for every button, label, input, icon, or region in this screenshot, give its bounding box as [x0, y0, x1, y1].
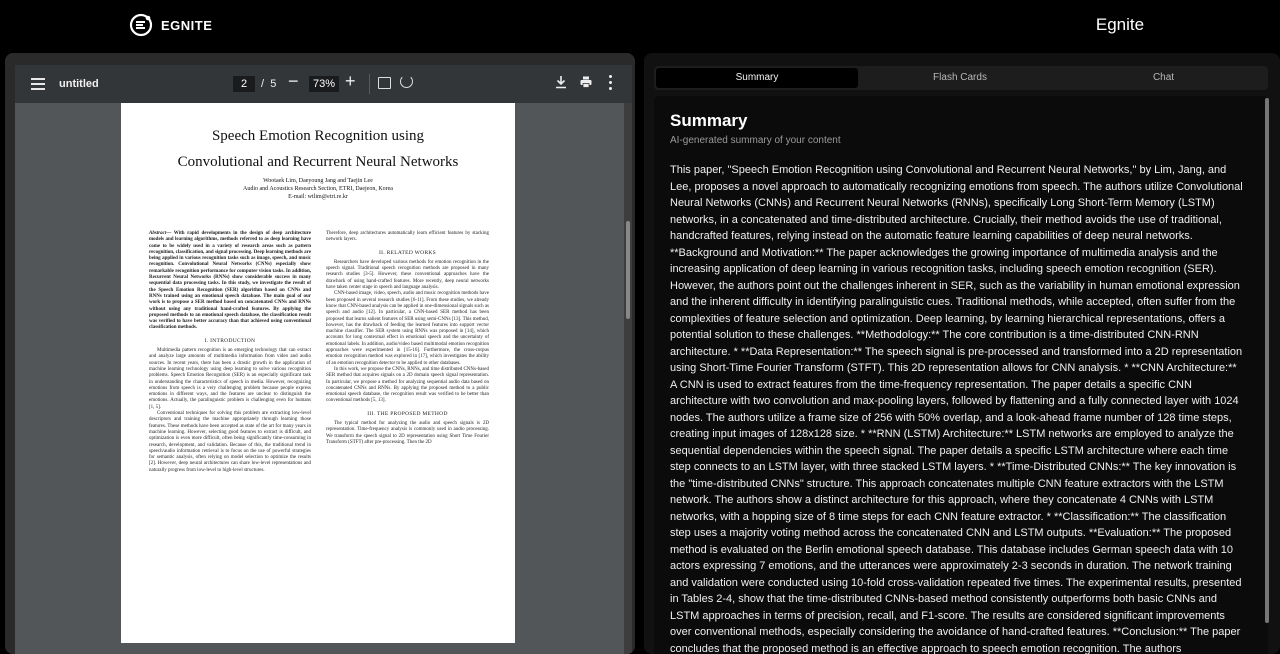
ai-panel — [644, 53, 1280, 654]
paragraph: In this work, we propose the CNNs, RNNs, and time distributed CNNs-based SER method that acquires signals on a 2D domain speech signal representation. In particular, we propose a method for analyzing sequential audio data based on concatenated CNNs and RNNs. By applying the proposed method to a public emotional speech database, the recognition result was verified to be better than conventional methods [5, 13]. — [326, 366, 489, 404]
pdf-page — [121, 103, 515, 643]
download-icon[interactable] — [555, 75, 567, 89]
hamburger-menu-icon[interactable] — [31, 76, 45, 92]
top-bar — [0, 0, 1280, 50]
fit-page-icon[interactable] — [378, 77, 391, 89]
egnite-logo-icon — [129, 13, 153, 37]
paper-column-right — [326, 231, 489, 446]
author-email: E-mail: wtlim@etri.re.kr — [288, 194, 348, 200]
paragraph: Conventional techniques for solving this problem are extracting low-level descriptors and training the machine appropriately through learning those features. These methods have been accepted as state of the art for many years in machine learning. However, selecting good features to extract is difficult, and optimization is even more difficult, often being significantly time-consuming in research, development, and validation. Because of this, the traditional trend in speech/audio information retrieval is to focus on the use of powerful strategies for semantic analysis, often relying on model selection to optimize the results [2]. However, deep neural architectures can share low-level representations and naturally progress from low-level to high-level structures. — [149, 411, 311, 473]
section-heading: I. INTRODUCTION — [204, 337, 256, 344]
page-number-input[interactable]: 2 — [233, 76, 255, 92]
page-separator: / — [261, 78, 265, 90]
zoom-in-button[interactable]: + — [345, 71, 356, 91]
brand-name: EGNITE — [161, 17, 213, 33]
print-icon[interactable] — [580, 76, 592, 88]
paragraph: Therefore, deep architectures automatically learn efficient features by stacking network layers. — [326, 231, 489, 243]
paper-title-line-1: Speech Emotion Recognition using — [211, 128, 425, 144]
rotate-icon[interactable] — [400, 75, 413, 88]
paragraph: Researchers have developed various methods for emotion recognition in the speech signal. Traditional speech recognition methods are proposed in many research studies [3-5]. However, these conventional approaches have the drawback of using hand-crafted features. More recently, deep neural networks have taken center stage in speech and language analysis. — [326, 259, 489, 291]
page-count — [261, 78, 276, 90]
author-affiliation: Audio and Acoustics Research Section, ETRI, Daejeon, Korea — [243, 186, 393, 192]
paper-title — [121, 123, 515, 175]
paper-column-left — [149, 231, 311, 474]
brand-logo[interactable] — [129, 13, 212, 37]
abstract — [149, 231, 311, 332]
abstract-label: Abstract — [149, 231, 167, 236]
zoom-level-input[interactable]: 73% — [309, 76, 339, 92]
summary-content — [654, 96, 1268, 654]
pdf-document-area[interactable] — [15, 103, 632, 654]
section-heading: III. THE PROPOSED METHOD — [367, 410, 448, 417]
summary-subtitle: AI-generated summary of your content — [670, 135, 841, 146]
abstract-text: — With rapid developments in the design of deep architecture models and learning algorithms, methods referred to as deep learning have come to be widely used in a variety of research areas such as pattern recognition, classification, and signal processing. Deep learning methods are being applied in various recognition tasks such as image, speech, and music recognition. Convolutional Neural Networks (CNNs) especially show remarkable recognition performance for computer vision tasks. In addition, Recurrent Neural Networks (RNNs) show considerable success in many sequential data processing tasks. In this study, we investigate the result of the Speech Emotion Recognition (SER) algorithm based on CNNs and RNNs trained using an emotional speech database. The main goal of our work is to propose a SER method based on concatenated CNNs and RNNs without using any traditional hand-crafted features. By applying the proposed methods to an emotional speech database, the classification result was verified to have better accuracy than that achieved using conventional classification methods. — [149, 231, 311, 331]
summary-scrollbar-thumb[interactable] — [1265, 98, 1269, 623]
paragraph: The typical method for analyzing the audio and speech signals is 2D representation. Time-frequency analysis is commonly used in audio processing. We transform the speech signal to 2D representation using Short Time Fourier Transform (STFT) after pre-processing. Then the 2D — [326, 421, 489, 445]
zoom-out-button[interactable]: − — [288, 71, 299, 91]
paragraph: CNN-based image, video, speech, audio and music recognition methods have been proposed in several research studies [6-11]. From these studies, we already know that CNN-based analysis can be applied in one-dimensional signals such as speech and audio [12]. In particular, a CNN-based SER method has been proposed that learns salient features of SER using semi-CNNs [13]. This method, however, has the drawback of feeding the learned features into support vector machine classifier. The SER system using RNNs was proposed in [14], which accounts for long contextual effect in emotional speech and the uncertainty of emotional labels. In addition, audio/video based multimodal emotion recognition approaches were experimented in [15-16]. Furthermore, the cross-corpus emotion recognition method was explored in [17], which investigates the ability of an emotion recognition detector to be applied to other databases. — [326, 291, 489, 366]
pdf-toolbar — [15, 65, 632, 103]
tab-bar — [654, 66, 1268, 90]
more-options-icon[interactable] — [609, 75, 612, 91]
summary-title: Summary — [670, 111, 748, 130]
paper-title-line-2: Convolutional and Recurrent Neural Networks — [177, 154, 459, 170]
summary-scrollbar[interactable] — [1264, 96, 1270, 651]
author-names: Wootaek Lim, Daeyoung Jang and Taejin Lee — [263, 178, 373, 184]
toolbar-divider — [369, 74, 370, 94]
paragraph: Multimedia pattern recognition is an emerging technology that can extract and analyze large amounts of multimedia information from video and audio sources. In recent years, there has been a drastic growth in the application of machine learning technology using deep learning to solve various recognition problems. Speech Emotion Recognition (SER) is an especially significant task in understanding the characteristics of speech in media. However, recognizing emotions from speech is a very challenging problem because people express emotions in different ways, and the features are unclear to distinguish the emotions. Actually, the paralinguistic problem is challenging even for humans [1, 5]. — [149, 348, 311, 410]
section-heading: II. RELATED WORKS — [378, 249, 437, 256]
summary-text: This paper, "Speech Emotion Recognition using Convolutional and Recurrent Neural Networks," by Lim, Jang, and Lee, proposes a novel approach to automatically recognizing emotions from speech. The authors utilize Convolutional Neural Networks (CNNs) and Recurrent Neural Networks (RNNs), specifically Long Short-Term Memory (LSTM) networks, in a concatenated and time-distributed architecture. Crucially, their method avoids the use of traditional, handcrafted features, relying instead on the automatic feature learning capabilities of deep neural networks. **Background and Motivation:** The paper acknowledges the growing importance of multimedia analysis and the increasing application of deep learning in various recognition tasks, including speech emotion recognition (SER). However, the authors point out the challenges inherent in SER, such as the variability in human emotional expression and the inherent difficulty in identifying paralinguistic cues. Traditional methods, while accepted, often suffer from the complexities of feature selection and optimization. Deep learning, by learning hierarchical representations, offers a potential solution to these challenges. **Methodology:** The core contribution is a time-distributed CNN-RNN architecture. * **Data Representation:** The speech signal is pre-processed and transformed into a 2D representation using Short-Time Fourier Transform (STFT). This 2D representation allows for CNN analysis. * **CNN Architecture:** A CNN is used to extract features from the time-frequency representation. The paper details a specific CNN architecture with two convolution and max-pooling layers, followed by flattening and a fully connected layer with 1024 nodes. The authors utilize a frame size of 256 with 50% overlap, and a look-ahead frame number of 128 time steps, creating input images of 128x128 size. * **RNN (LSTM) Architecture:** LSTM networks are employed to analyze the sequential dependencies within the speech signal. The paper details a specific LSTM architecture where each time step connects to an LSTM layer, with three stacked LSTM layers. * **Time-Distributed CNNs:** The key innovation is the "time-distributed CNNs" structure. This approach concatenates multiple CNN feature extractors with the LSTM network. The authors show a distinct architecture for this approach, where they concatenate 4 CNNs with LSTM networks, with a hopping size of 8 time steps for each CNN feature extractor. * **Classification:** The classification step uses a majority voting method across the concatenated CNN and LSTM outputs. **Evaluation:** The proposed method is evaluated on the Berlin emotional speech database. This database includes German speech data with 10 actors expressing 7 emotions, and the utterances were approximately 2-3 seconds in duration. The network training and validation were conducted using 10-fold cross-validation repeated five times. The experimental results, presented in Tables 2-4, show that the time-distributed CNNs-based method consistently outperforms both basic CNNs and LSTM approaches in terms of precision, recall, and F1-score. The results are considered significant improvements over conventional methods, especially considering the avoidance of hand-crafted features. **Conclusion:** The paper concludes that the proposed method is an effective approach to speech emotion recognition. The authors — [670, 164, 1243, 654]
tab-flash-cards[interactable]: Flash Cards — [933, 72, 987, 83]
pdf-scrollbar[interactable] — [624, 103, 632, 654]
app-title: Egnite — [1095, 15, 1145, 34]
pdf-scrollbar-thumb[interactable] — [626, 221, 630, 319]
total-pages: 5 — [270, 78, 277, 90]
pdf-file-name: untitled — [59, 78, 99, 90]
paper-authors — [121, 177, 515, 201]
pdf-viewer-panel — [5, 53, 635, 654]
tab-chat[interactable]: Chat — [1152, 72, 1175, 83]
tab-summary[interactable]: Summary — [656, 68, 858, 88]
